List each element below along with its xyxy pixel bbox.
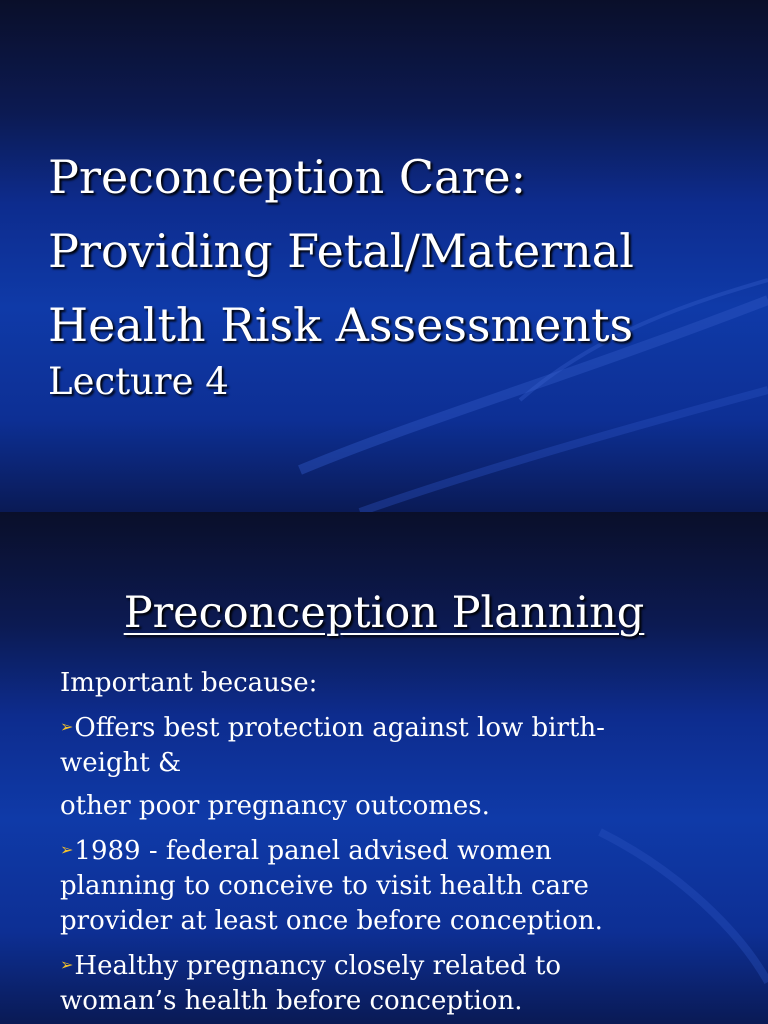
bullet-line: other poor pregnancy outcomes. (60, 791, 490, 821)
intro-text: Important because: (60, 668, 318, 698)
bullet-item (60, 832, 720, 939)
title-line-2: Providing Fetal/Maternal (48, 224, 634, 278)
bullet-line: Offers best protection against low birth- (74, 713, 605, 743)
slide-body (60, 666, 720, 1024)
bullet-line: 1989 - federal panel advised women (74, 836, 552, 866)
bullet-continuation (60, 789, 720, 824)
bullet-line: provider at least once before conception. (60, 906, 603, 936)
slide-heading: Preconception Planning (123, 588, 645, 638)
bullet-line: woman’s health before conception. (60, 986, 523, 1016)
slide-subtitle: Lecture 4 (48, 360, 229, 403)
arrow-bullet-icon: ➢ (60, 717, 74, 736)
arrow-bullet-icon: ➢ (60, 955, 74, 974)
bullet-line: planning to conceive to visit health care (60, 871, 589, 901)
bullet-item (60, 947, 720, 1019)
slide-title (48, 140, 748, 362)
title-line-1: Preconception Care: (48, 150, 527, 204)
bullet-line: weight & (60, 748, 182, 778)
content-slide (0, 512, 768, 1024)
title-line-3: Health Risk Assessments (48, 298, 634, 352)
bullet-line: Healthy pregnancy closely related to (74, 951, 562, 981)
bullet-item (60, 709, 720, 781)
arrow-bullet-icon: ➢ (60, 840, 74, 859)
